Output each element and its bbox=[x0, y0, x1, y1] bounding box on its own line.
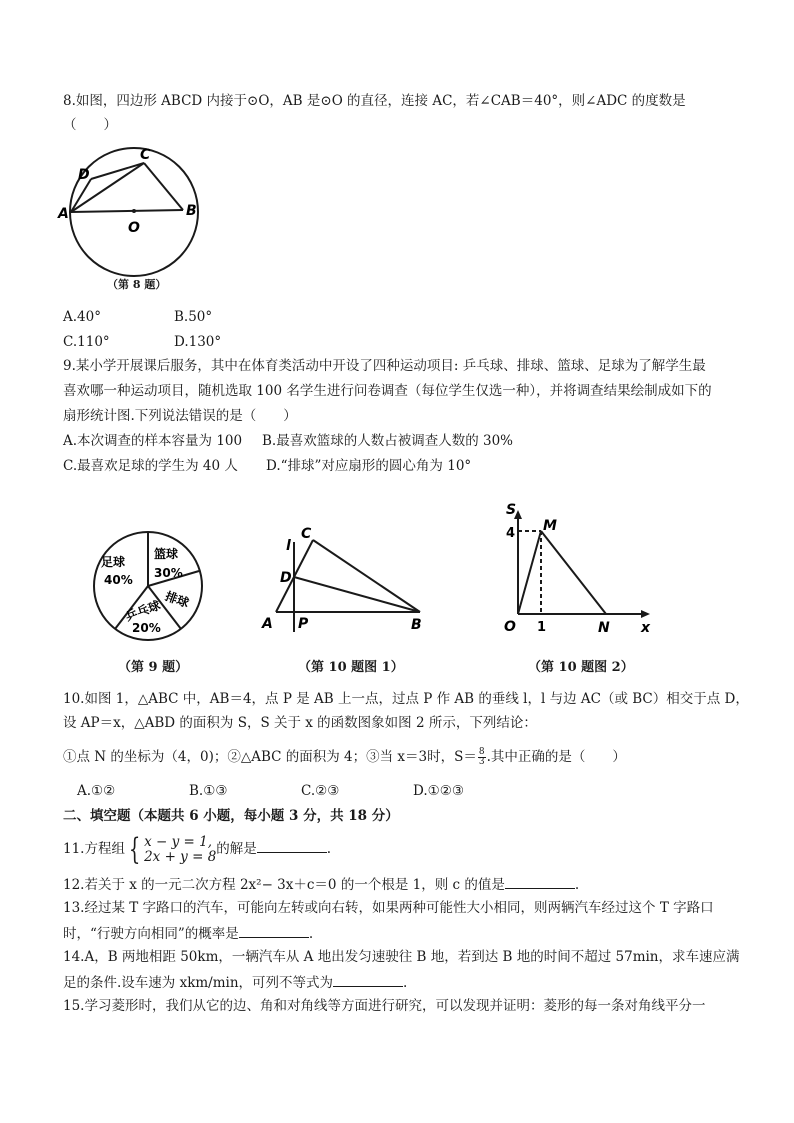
fraction-eight-thirds bbox=[478, 748, 486, 767]
slice-label-football: 足球 bbox=[101, 555, 126, 569]
fraction-denominator: 3 bbox=[478, 757, 485, 767]
q11-answer-blank[interactable] bbox=[257, 838, 327, 853]
tick-1: 1 bbox=[537, 620, 547, 635]
slice-label-pingpong: 乒乓球 bbox=[123, 598, 163, 624]
q14-stem-line2 bbox=[63, 972, 407, 992]
q13-text: 时，“行驶方向相同”的概率是 bbox=[63, 926, 239, 942]
label-p: P bbox=[298, 616, 309, 632]
equation-2: 2x + y = 8 bbox=[144, 848, 217, 865]
q10-function-graph bbox=[498, 498, 658, 643]
label-l: l bbox=[286, 538, 291, 554]
q8-option-a: A.40° bbox=[63, 309, 101, 325]
q10-option-d: D.①②③ bbox=[413, 783, 464, 799]
q11-suffix: 的解是 bbox=[216, 841, 257, 857]
q12-answer-blank[interactable] bbox=[505, 874, 575, 889]
q10-fig1-caption: （第 10 题图 1） bbox=[298, 660, 404, 675]
q10-option-a: A.①② bbox=[77, 783, 116, 799]
label-n: N bbox=[598, 620, 610, 636]
segment-db bbox=[294, 577, 420, 612]
q10-option-b: B.①③ bbox=[189, 783, 228, 799]
slice-label-volleyball: 排球 bbox=[163, 588, 191, 611]
chord-cb bbox=[144, 163, 183, 210]
q12-line bbox=[63, 874, 579, 894]
equation-1: x − y = 1, bbox=[144, 833, 212, 850]
label-x: x bbox=[641, 620, 651, 636]
q12-text: 12.若关于 x 的一元二次方程 2x²− 3x＋c＝0 的一个根是 1，则 c 的值是 bbox=[63, 877, 505, 893]
chord-dc bbox=[91, 163, 144, 179]
label-a: A bbox=[58, 206, 69, 222]
q8-option-c: C.110° bbox=[63, 334, 110, 350]
q10-conclusions-text: ①点 N 的坐标为（4，0)；②△ABC 的面积为 4；③当 x＝3时，S＝ bbox=[63, 749, 477, 765]
slice-value-pingpong: 20% bbox=[132, 621, 161, 635]
q14-text: 足的条件.设车速为 xkm/min，可列不等式为 bbox=[63, 975, 334, 991]
q9-stem-line2: 喜欢哪一种运动项目，随机选取 100 名学生进行问卷调查（每位学生仅选一种），并将调查结果绘制成如下的 bbox=[63, 383, 712, 399]
label-s: S bbox=[506, 502, 517, 518]
q10-stem-line2: 设 AP＝x，△ABD 的面积为 S，S 关于 x 的函数图象如图 2 所示，下列结论： bbox=[63, 715, 537, 731]
q9-option-c: C.最喜欢足球的学生为 40 人 bbox=[63, 458, 238, 474]
label-b: B bbox=[186, 203, 197, 219]
q8-stem-line2: （ ） bbox=[63, 117, 117, 133]
q10-option-c: C.②③ bbox=[301, 783, 340, 799]
label-d: D bbox=[78, 167, 90, 183]
q9-caption: （第 9 题） bbox=[118, 660, 189, 675]
diameter-ab bbox=[71, 210, 183, 212]
equation-system bbox=[144, 835, 216, 865]
slice-value-basketball: 30% bbox=[154, 566, 183, 580]
section-heading-fill-in: 二、填空题（本题共 6 小题，每小题 3 分，共 18 分） bbox=[63, 808, 399, 824]
q10-stem-line1: 10.如图 1，△ABC 中，AB＝4，点 P 是 AB 上一点，过点 P 作 AB 的垂线 l，l 与边 AC（或 BC）相交于点 D， bbox=[63, 691, 749, 707]
graph-segment-mn bbox=[541, 531, 606, 614]
x-axis-arrow bbox=[641, 610, 650, 618]
label-b: B bbox=[411, 617, 422, 633]
label-d: D bbox=[280, 570, 292, 586]
label-c: C bbox=[301, 526, 312, 542]
q9-stem-line1: 9.某小学开展课后服务，其中在体育类活动中开设了四种运动项目: 乒乓球、排球、篮球、足球为了解学生最 bbox=[63, 358, 706, 374]
q13-answer-blank[interactable] bbox=[239, 923, 309, 938]
tick-4: 4 bbox=[506, 526, 516, 541]
label-o: O bbox=[128, 220, 140, 236]
label-c: C bbox=[140, 147, 151, 163]
graph-segment-om bbox=[518, 531, 541, 614]
q9-option-a: A.本次调查的样本容量为 100 bbox=[63, 433, 243, 449]
slice-label-basketball: 篮球 bbox=[154, 547, 179, 561]
q13-stem-line2 bbox=[63, 923, 313, 943]
system-brace: { bbox=[128, 831, 141, 867]
label-origin: O bbox=[504, 619, 516, 635]
q10-conclusions-end: .其中正确的是（ ） bbox=[486, 749, 626, 765]
q13-end: . bbox=[308, 926, 314, 942]
q12-end: . bbox=[574, 877, 580, 893]
q10-fig2-caption: （第 10 题图 2） bbox=[528, 660, 634, 675]
pie-chart bbox=[85, 530, 215, 645]
slice-value-football: 40% bbox=[104, 573, 133, 587]
chord-ad bbox=[71, 179, 91, 212]
center-point bbox=[132, 209, 136, 213]
q15-stem-line1: 15.学习菱形时，我们从它的边、角和对角线等方面进行研究，可以发现并证明：菱形的每一条对角线平分一 bbox=[63, 998, 706, 1014]
q14-stem-line1: 14.A，B 两地相距 50km，一辆汽车从 A 地出发匀速驶往 B 地，若到达 B 地的时间不超过 57min，求车速应满 bbox=[63, 949, 740, 965]
fraction-numerator: 8 bbox=[478, 747, 485, 757]
q13-stem-line1: 13.经过某 T 字路口的汽车，可能向左转或向右转，如果两种可能性大小相同，则两辆汽车经过这个 T 字路口 bbox=[63, 900, 714, 916]
q14-end: . bbox=[403, 975, 408, 991]
q9-option-b: B.最喜欢篮球的人数占被调查人数的 30% bbox=[262, 433, 514, 449]
q8-option-b: B.50° bbox=[174, 309, 213, 325]
q8-caption: （第 8 题） bbox=[107, 278, 167, 291]
q11-end: . bbox=[326, 841, 332, 857]
q11-prefix: 11.方程组 bbox=[63, 841, 125, 857]
q8-stem-line1: 8.如图，四边形 ABCD 内接于⊙O，AB 是⊙O 的直径，连接 AC，若∠CAB＝40°，则∠ADC 的度数是 bbox=[63, 93, 686, 109]
q10-stem-line3 bbox=[63, 748, 626, 767]
q8-option-d: D.130° bbox=[174, 334, 222, 350]
q14-answer-blank[interactable] bbox=[333, 972, 403, 987]
q10-triangle-figure bbox=[258, 520, 433, 642]
side-cb bbox=[313, 540, 420, 612]
q9-option-d: D.“排球”对应扇形的圆心角为 10° bbox=[266, 458, 472, 474]
label-a: A bbox=[262, 616, 273, 632]
label-m: M bbox=[543, 518, 557, 534]
q11-line bbox=[63, 832, 331, 866]
q9-stem-line3: 扇形统计图.下列说法错误的是（ ） bbox=[63, 408, 297, 424]
